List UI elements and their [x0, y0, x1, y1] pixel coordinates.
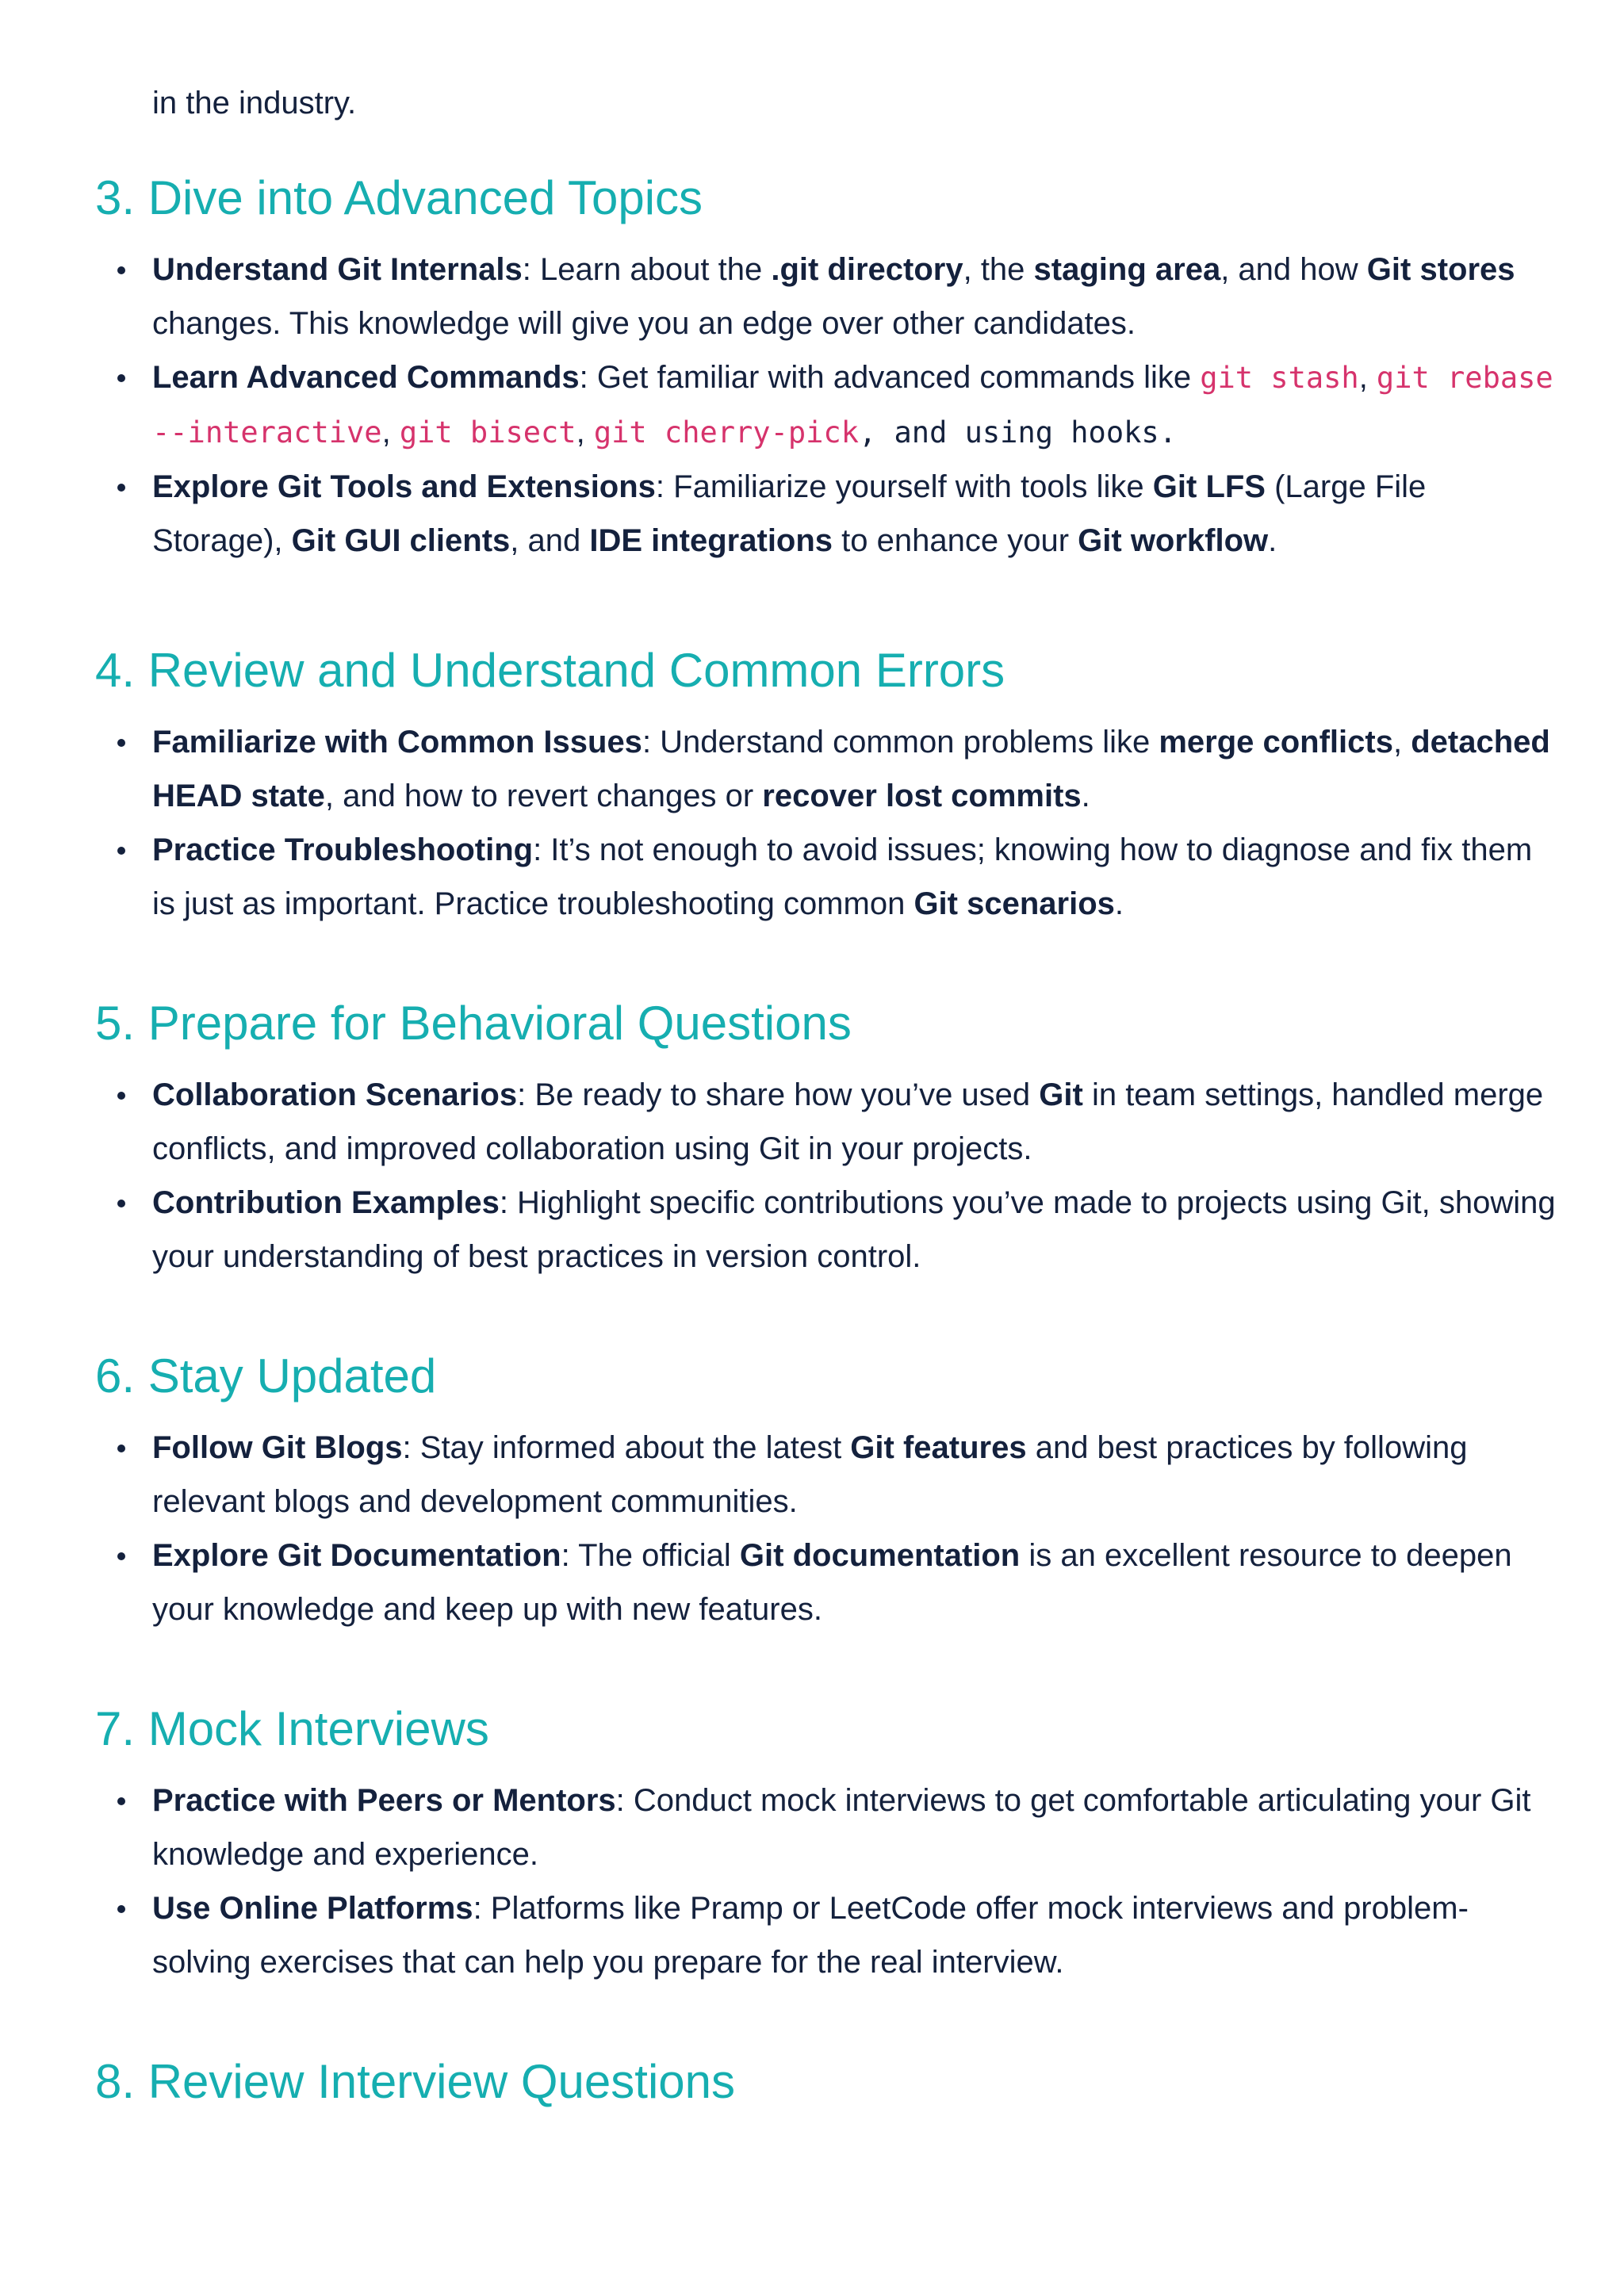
- section-heading: 3. Dive into Advanced Topics: [95, 171, 703, 224]
- bullet-list: [95, 243, 1562, 568]
- section-review-common-errors: [95, 639, 1562, 931]
- list-item: Collaboration Scenarios: Be ready to share how you’ve used Git in team settings, handled merge conflicts, and improved collaboration using Git in your projects.: [95, 1068, 1562, 1176]
- intro-continuation-text: in the industry.: [152, 86, 357, 121]
- bullet-icon: [117, 1092, 125, 1100]
- inline-code: git rebase --interactive: [152, 361, 1553, 450]
- bullet-icon: [117, 1797, 125, 1805]
- section-stay-updated: [95, 1345, 1562, 1636]
- inline-code: git stash: [1200, 361, 1359, 395]
- section-behavioral-questions: [95, 992, 1562, 1284]
- bullet-list: [95, 715, 1562, 931]
- list-item: Familiarize with Common Issues: Understand common problems like merge conflicts, detached HEAD state, and how to revert changes or recover lost commits.: [95, 715, 1562, 823]
- list-item: Explore Git Tools and Extensions: Familiarize yourself with tools like Git LFS (Large File Storage), Git GUI clients, and IDE integrations to enhance your Git workflow.: [95, 460, 1562, 568]
- list-item: Practice Troubleshooting: It’s not enough to avoid issues; knowing how to diagnose and fix them is just as important. Practice troubleshooting common Git scenarios.: [95, 823, 1562, 931]
- bullet-icon: [117, 1552, 125, 1560]
- list-item: Understand Git Internals: Learn about the .git directory, the staging area, and how Git stores changes. This knowledge will give you an edge over other candidates.: [95, 243, 1562, 350]
- list-item: Use Online Platforms: Platforms like Pramp or LeetCode offer mock interviews and problem-solving exercises that can help you prepare for the real interview.: [95, 1881, 1562, 1989]
- inline-code: git cherry-pick: [593, 415, 859, 450]
- bullet-icon: [117, 739, 125, 747]
- list-item: Follow Git Blogs: Stay informed about the latest Git features and best practices by following relevant blogs and development communities.: [95, 1421, 1562, 1529]
- section-review-interview-questions: [95, 2050, 1562, 2114]
- bullet-list: [95, 1068, 1562, 1284]
- bullet-icon: [117, 484, 125, 492]
- inline-code: git bisect: [399, 415, 576, 450]
- bullet-icon: [117, 1445, 125, 1452]
- bullet-icon: [117, 374, 125, 382]
- section-mock-interviews: [95, 1697, 1562, 1989]
- list-item: Explore Git Documentation: The official Git documentation is an excellent resource to deepen your knowledge and keep up with new features.: [95, 1529, 1562, 1636]
- bullet-icon: [117, 1200, 125, 1207]
- section-dive-into-advanced-topics: [95, 166, 1562, 568]
- list-item: Learn Advanced Commands: Get familiar with advanced commands like git stash, git rebase --interactive, git bisect, git cherry-pick, and using hooks.: [95, 350, 1562, 460]
- section-heading: 5. Prepare for Behavioral Questions: [95, 997, 852, 1050]
- section-heading: 8. Review Interview Questions: [95, 2055, 736, 2108]
- section-heading: 6. Stay Updated: [95, 1349, 437, 1402]
- section-heading: 7. Mock Interviews: [95, 1702, 489, 1755]
- list-item: Contribution Examples: Highlight specific contributions you’ve made to projects using Git, showing your understanding of best practices in version control.: [95, 1176, 1562, 1284]
- section-heading: 4. Review and Understand Common Errors: [95, 644, 1005, 697]
- bullet-icon: [117, 1905, 125, 1913]
- bullet-icon: [117, 266, 125, 274]
- list-item: Practice with Peers or Mentors: Conduct mock interviews to get comfortable articulating your Git knowledge and experience.: [95, 1774, 1562, 1881]
- bullet-list: [95, 1421, 1562, 1636]
- bullet-icon: [117, 847, 125, 855]
- bullet-list: [95, 1774, 1562, 1989]
